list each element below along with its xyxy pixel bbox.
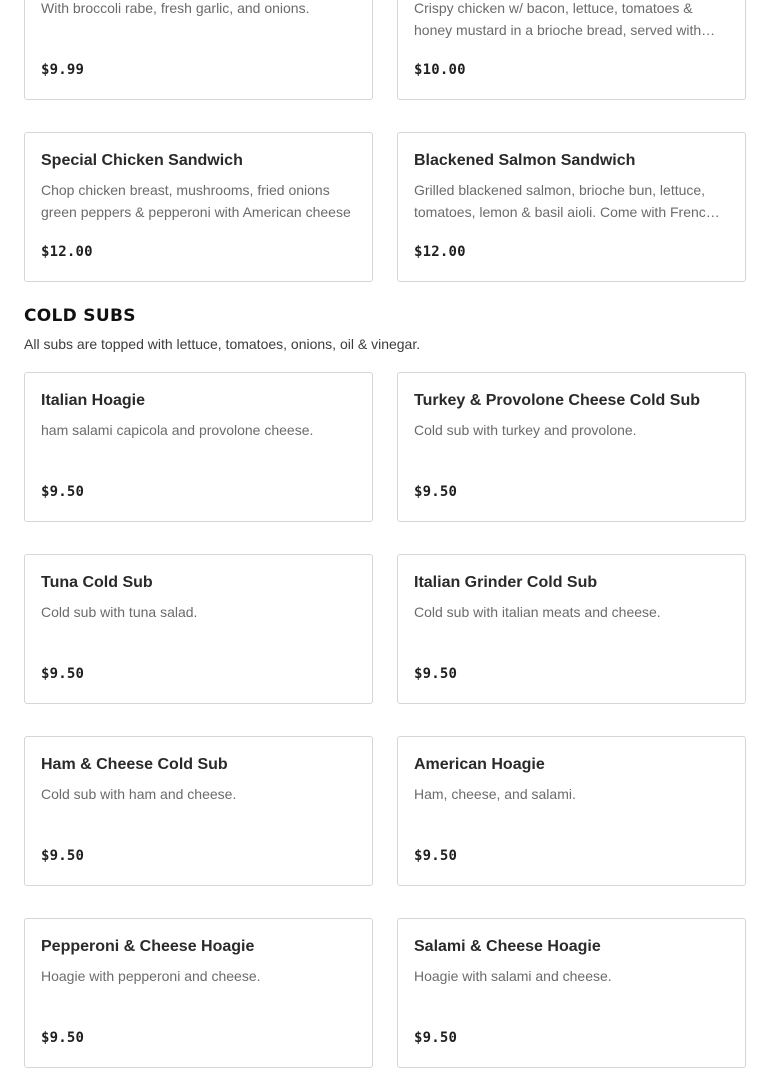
menu-item-price: $12.00: [414, 244, 466, 260]
menu-item-price: $9.50: [414, 666, 458, 682]
hot-sandwiches-grid: [24, 0, 746, 282]
menu-item-card[interactable]: [24, 554, 373, 704]
menu-item-name: Salami & Cheese Hoagie: [414, 938, 601, 955]
menu-item-card[interactable]: [397, 736, 746, 886]
menu-item-card[interactable]: [397, 0, 746, 100]
menu-item-price: $9.99: [41, 62, 85, 78]
menu-item-price: $10.00: [414, 62, 466, 78]
menu-item-name: Italian Grinder Cold Sub: [414, 574, 598, 591]
menu-item-card[interactable]: [397, 132, 746, 282]
menu-item-price: $9.50: [414, 484, 458, 500]
menu-item-price: $9.50: [41, 484, 85, 500]
menu-item-name: Special Chicken Sandwich: [41, 152, 243, 169]
menu-item-price: $9.50: [414, 848, 458, 864]
menu-item-card[interactable]: [24, 0, 373, 100]
menu-item-description: Hoagie with pepperoni and cheese.: [41, 968, 261, 984]
menu-item-price: $12.00: [41, 244, 93, 260]
menu-item-name: Italian Hoagie: [41, 392, 146, 409]
menu-item-description: Crispy chicken w/ bacon, lettuce, tomatoes & honey mustard in a brioche bread, served with…: [414, 0, 716, 38]
menu-item-price: $9.50: [41, 1030, 85, 1046]
menu-item-card[interactable]: [397, 372, 746, 522]
cold-subs-grid: [24, 372, 746, 1068]
menu-item-card[interactable]: [24, 132, 373, 282]
menu-item-card[interactable]: [24, 736, 373, 886]
menu-item-card[interactable]: [397, 554, 746, 704]
menu-item-description: Hoagie with salami and cheese.: [414, 968, 612, 984]
menu-item-name: Ham & Cheese Cold Sub: [41, 756, 228, 773]
menu-item-price: $9.50: [41, 666, 85, 682]
menu-item-name: Blackened Salmon Sandwich: [414, 152, 636, 169]
menu-item-description: ham salami capicola and provolone cheese.: [41, 422, 314, 438]
menu-item-price: $9.50: [414, 1030, 458, 1046]
menu-item-description: Ham, cheese, and salami.: [414, 786, 576, 802]
menu-item-card[interactable]: [24, 918, 373, 1068]
menu-item-description: Cold sub with turkey and provolone.: [414, 422, 637, 438]
section-title: COLD SUBS: [24, 306, 136, 326]
menu-item-name: Pepperoni & Cheese Hoagie: [41, 938, 255, 955]
menu-item-description: With broccoli rabe, fresh garlic, and onions.: [41, 0, 310, 16]
menu-item-card[interactable]: [397, 918, 746, 1068]
menu-item-name: American Hoagie: [414, 756, 545, 773]
menu-item-description: Cold sub with ham and cheese.: [41, 786, 237, 802]
menu-item-description: Chop chicken breast, mushrooms, fried onions green peppers & pepperoni with American cheese: [41, 182, 351, 220]
menu-item-card[interactable]: [24, 372, 373, 522]
menu-item-name: Turkey & Provolone Cheese Cold Sub: [414, 392, 700, 409]
menu-item-description: Cold sub with italian meats and cheese.: [414, 604, 661, 620]
menu-item-description: Cold sub with tuna salad.: [41, 604, 198, 620]
section-subtitle: All subs are topped with lettuce, tomatoes, onions, oil & vinegar.: [24, 336, 421, 352]
menu-item-price: $9.50: [41, 848, 85, 864]
menu-item-description: Grilled blackened salmon, brioche bun, lettuce, tomatoes, lemon & basil aioli. Come with Frenc…: [414, 182, 720, 220]
menu-item-name: Tuna Cold Sub: [41, 574, 153, 591]
